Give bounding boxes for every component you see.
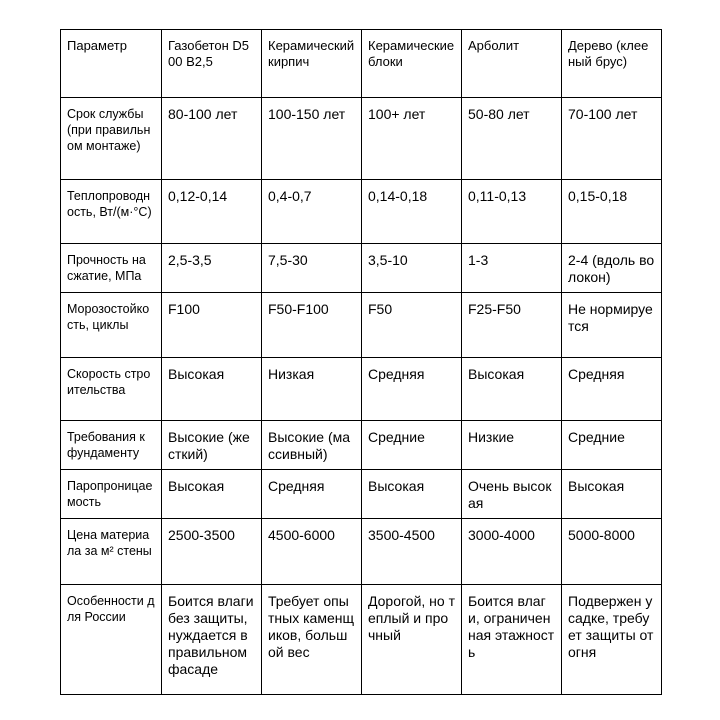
value-cell: Высокие (массивный)	[262, 421, 362, 470]
value-cell: 100-150 лет	[262, 98, 362, 180]
header-cell: Газобетон D500 B2,5	[162, 30, 262, 98]
value-cell: 2,5-3,5	[162, 244, 262, 293]
parameter-cell: Срок службы (при правильном монтаже)	[61, 98, 162, 180]
header-cell: Параметр	[61, 30, 162, 98]
table-row	[61, 585, 662, 695]
value-cell: 80-100 лет	[162, 98, 262, 180]
table-row	[61, 180, 662, 244]
value-cell: F50	[362, 293, 462, 358]
header-cell: Керамические блоки	[362, 30, 462, 98]
value-cell: 2-4 (вдоль волокон)	[562, 244, 662, 293]
value-cell: 7,5-30	[262, 244, 362, 293]
value-cell: F100	[162, 293, 262, 358]
value-cell: Дорогой, но теплый и прочный	[362, 585, 462, 695]
value-cell: 70-100 лет	[562, 98, 662, 180]
value-cell: Высокая	[162, 470, 262, 519]
header-cell: Керамический кирпич	[262, 30, 362, 98]
value-cell: 5000-8000	[562, 519, 662, 585]
value-cell: 0,14-0,18	[362, 180, 462, 244]
table-row	[61, 98, 662, 180]
value-cell: 0,12-0,14	[162, 180, 262, 244]
value-cell: Боится влаги, ограниченная этажность	[462, 585, 562, 695]
header-row	[61, 30, 662, 98]
value-cell: 0,11-0,13	[462, 180, 562, 244]
parameter-cell: Цена материала за м² стены	[61, 519, 162, 585]
parameter-cell: Прочность на сжатие, МПа	[61, 244, 162, 293]
table-row	[61, 519, 662, 585]
header-cell: Дерево (клееный брус)	[562, 30, 662, 98]
table-row	[61, 470, 662, 519]
value-cell: Не нормируется	[562, 293, 662, 358]
header-cell: Арболит	[462, 30, 562, 98]
value-cell: 0,15-0,18	[562, 180, 662, 244]
value-cell: Высокая	[162, 358, 262, 421]
value-cell: Средние	[362, 421, 462, 470]
value-cell: Очень высокая	[462, 470, 562, 519]
value-cell: 50-80 лет	[462, 98, 562, 180]
value-cell: Подвержен усадке, требует защиты от огня	[562, 585, 662, 695]
table-row	[61, 421, 662, 470]
value-cell: Низкие	[462, 421, 562, 470]
value-cell: 100+ лет	[362, 98, 462, 180]
value-cell: Боится влаги без защиты, нуждается в правильном фасаде	[162, 585, 262, 695]
value-cell: Высокие (жесткий)	[162, 421, 262, 470]
value-cell: Средние	[562, 421, 662, 470]
parameter-cell: Скорость строительства	[61, 358, 162, 421]
table-row	[61, 358, 662, 421]
value-cell: Высокая	[362, 470, 462, 519]
value-cell: 0,4-0,7	[262, 180, 362, 244]
parameter-cell: Требования к фундаменту	[61, 421, 162, 470]
table-row	[61, 293, 662, 358]
value-cell: 3500-4500	[362, 519, 462, 585]
value-cell: 1-3	[462, 244, 562, 293]
value-cell: Низкая	[262, 358, 362, 421]
value-cell: 3000-4000	[462, 519, 562, 585]
value-cell: F50-F100	[262, 293, 362, 358]
value-cell: Средняя	[362, 358, 462, 421]
value-cell: Средняя	[262, 470, 362, 519]
table-row	[61, 244, 662, 293]
parameter-cell: Теплопроводность, Вт/(м·°C)	[61, 180, 162, 244]
value-cell: Высокая	[462, 358, 562, 421]
value-cell: 4500-6000	[262, 519, 362, 585]
value-cell: 2500-3500	[162, 519, 262, 585]
parameter-cell: Морозостойкость, циклы	[61, 293, 162, 358]
value-cell: Средняя	[562, 358, 662, 421]
value-cell: Требует опытных каменщиков, большой вес	[262, 585, 362, 695]
comparison-table	[60, 29, 662, 695]
value-cell: 3,5-10	[362, 244, 462, 293]
parameter-cell: Паропроницаемость	[61, 470, 162, 519]
value-cell: Высокая	[562, 470, 662, 519]
parameter-cell: Особенности для России	[61, 585, 162, 695]
value-cell: F25-F50	[462, 293, 562, 358]
